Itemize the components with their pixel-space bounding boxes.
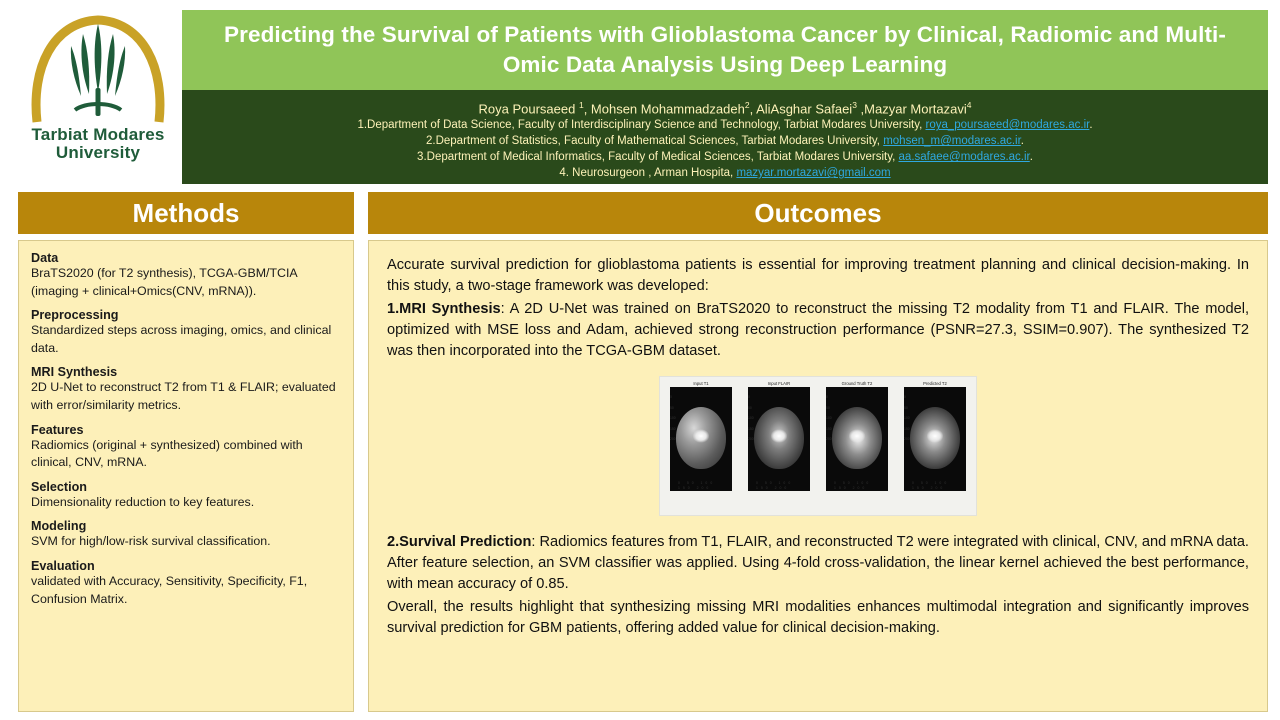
methods-heading-data: Data [31,251,59,265]
methods-body-selection: Dimensionality reduction to key features. [31,494,255,509]
tick: 100 [748,416,754,421]
brain-slice-flair [754,407,804,469]
affiliation-2-email[interactable]: mohsen_m@modares.ac.ir [883,135,1021,148]
affiliation-1-tail: . [1089,119,1093,132]
methods-panel [18,240,354,712]
methods-body-features: Radiomics (original + synthesized) combined with clinical, CNV, mRNA. [31,437,303,470]
methods-header-label: Methods [132,197,240,228]
affiliation-3-email[interactable]: aa.safaee@modares.ac.ir [898,151,1030,164]
outcomes-column-header [368,192,1268,234]
affil-marker-2: 2 [744,100,750,110]
mri-comparison-figure [659,376,977,516]
figure-image-input-flair [748,387,810,491]
tick: 100 [904,416,910,421]
methods-heading-mri-synthesis: MRI Synthesis [31,365,118,380]
methods-body-modeling: SVM for high/low-risk survival classification. [31,534,271,549]
author-names: Roya Poursaeed $^1$, Mohsen Mohammadzadeh$^2$, AliAsghar Safaei$^3$ ,Mazyar Mortazavi$^4$ [478,100,972,117]
ventricle-highlight [771,429,787,442]
figure-caption-input-t1: Input T1 [693,381,709,386]
outcomes-label-mri-synthesis: 1.MRI Synthesis [387,301,501,317]
tick: 200 [670,437,676,442]
tick: 0 [904,395,906,399]
figure-y-ticks-predicted-t2 [904,395,910,443]
methods-body-preprocessing: Standardized steps across imaging, omics, and clinical data. [31,323,332,355]
methods-body-data: BraTS2020 (for T2 synthesis), TCGA-GBM/TCIA (imaging + clinical+Omics(CNV, mRNA)). [31,266,298,298]
figure-panel-input-flair [741,381,817,511]
logo-artwork-icon [23,6,173,126]
figure-x-ticks-ground-truth-t2: 0 50 100 150 200 [834,480,872,490]
methods-body-mri-synthesis: 2D U-Net to reconstruct T2 from T1 & FLAIR; evaluated with error/similarity metrics. [31,380,336,413]
affiliation-2-text: 2.Department of Statistics, Faculty of Mathematical Sciences, Tarbiat Modares University, [426,135,884,148]
tick: 0 [826,395,828,399]
figure-panel-predicted-t2 [897,381,973,511]
tick: 100 [826,416,832,421]
figure-caption-input-flair: Input FLAIR [767,381,791,386]
university-logo [18,6,178,181]
title-banner [182,10,1268,90]
tick: 150 [748,426,754,431]
brain-slice-ground-truth-t2 [832,407,882,469]
page-title: Predicting the Survival of Patients with Glioblastoma Cancer by Clinical, Radiomic and Multi-Omic Data Analysis Using Deep Learning [224,22,1226,77]
figure-image-input-t1 [670,387,732,491]
tick: 50 [748,405,752,410]
figure-y-ticks-ground-truth-t2 [826,395,832,443]
outcomes-intro: Accurate survival prediction for glioblastoma patients is essential for improving treatment planning and clinical decision-making. In this study, a two-stage framework was developed: [387,257,1249,294]
tick: 50 [826,405,830,410]
tick: 0 [670,395,672,399]
methods-heading-preprocessing: Preprocessing [31,308,119,323]
affiliation-2-tail: . [1020,135,1024,148]
tick: 200 [826,437,832,442]
tick: 200 [748,437,754,442]
methods-heading-modeling: Modeling [31,519,87,534]
tick: 150 [826,426,832,431]
brain-slice-t1 [676,407,726,469]
brain-slice-predicted-t2 [910,407,960,469]
outcomes-paragraph-conclusion: Overall, the results highlight that synthesizing missing MRI modalities enhances multimodal integration and significantly improves survival prediction for GBM patients, offering added value for clinical decision-making. [387,599,1249,636]
outcomes-paragraph-mri-synthesis [387,299,1249,362]
methods-heading-evaluation: Evaluation [31,559,95,574]
figure-y-ticks-flair [748,395,754,443]
authors-banner [182,90,1268,184]
figure-panel-input-t1 [663,381,739,511]
methods-body-evaluation: validated with Accuracy, Sensitivity, Specificity, F1, Confusion Matrix. [31,574,308,606]
figure-caption-predicted-t2: Predicted T2 [923,381,947,386]
affil-marker-4: 4 [966,100,972,110]
ventricle-highlight [693,429,709,442]
outcomes-text-mri-synthesis: : A 2D U-Net was trained on BraTS2020 to reconstruct the missing T2 modality from T1 and FLAIR. The model, optimized with MSE loss and Adam, achieved strong reconstruction performance (PSNR=27.3, SSIM=0.907). The synthesized T2 was then incorporated into the TCGA-GBM dataset. [387,301,1250,359]
tick: 150 [670,426,676,431]
ventricle-highlight [927,429,943,442]
figure-image-predicted-t2 [904,387,966,491]
methods-column-header [18,192,354,234]
figure-y-ticks-t1 [670,395,676,443]
tick: 100 [670,416,676,421]
figure-image-ground-truth-t2 [826,387,888,491]
tick: 50 [670,405,674,410]
logo-line-1: Tarbiat Modares [31,125,165,144]
figure-x-ticks-predicted-t2: 0 50 100 150 200 [912,480,950,490]
affil-marker-1: 1 [578,100,584,110]
outcomes-text-survival-prediction: : Radiomics features from T1, FLAIR, and reconstructed T2 were integrated with clinical, CNV, and mRNA data. After feature selection, an SVM classifier was applied. Using 4-fold cross-validation, the linear kernel achieved the best performance, with mean accuracy of 0.85. [387,534,1249,592]
affiliation-4-text: 4. Neurosurgeon , Arman Hospita, [559,167,737,180]
tick: 200 [904,437,910,442]
affiliation-2 [182,134,1268,150]
figure-x-ticks-flair: 0 50 100 150 200 [756,480,794,490]
outcomes-panel [368,240,1268,712]
outcomes-label-survival-prediction: 2.Survival Prediction [387,534,532,550]
figure-panel-ground-truth-t2 [819,381,895,511]
affiliation-4 [182,166,1268,182]
affiliation-3-text: 3.Department of Medical Informatics, Faculty of Medical Sciences, Tarbiat Modares University, [417,151,899,164]
affiliation-1-email[interactable]: roya_poursaeed@modares.ac.ir [925,119,1090,132]
affil-marker-3: 3 [852,100,857,110]
tick: 150 [904,426,910,431]
affiliation-1-text: 1.Department of Data Science, Faculty of Interdisciplinary Science and Technology, Tarbiat Modares University, [357,119,926,132]
outcomes-paragraph-survival-prediction [387,532,1249,595]
figure-x-ticks-t1: 0 50 100 150 200 [678,480,716,490]
tick: 50 [904,405,908,410]
ventricle-highlight [849,429,865,442]
logo-line-2: University [55,142,141,162]
tick: 0 [748,395,750,399]
outcomes-header-label: Outcomes [754,197,882,228]
affiliation-3-tail: . [1029,151,1033,164]
affiliation-4-email[interactable]: mazyar.mortazavi@gmail.com [736,167,891,180]
logo-svg-icon [23,6,173,126]
logo-text [31,126,164,162]
affiliation-1 [182,118,1268,134]
figure-caption-ground-truth-t2: Ground Truth T2 [841,381,873,386]
methods-heading-features: Features [31,422,84,437]
affiliation-3 [182,150,1268,166]
methods-heading-selection: Selection [31,479,87,494]
